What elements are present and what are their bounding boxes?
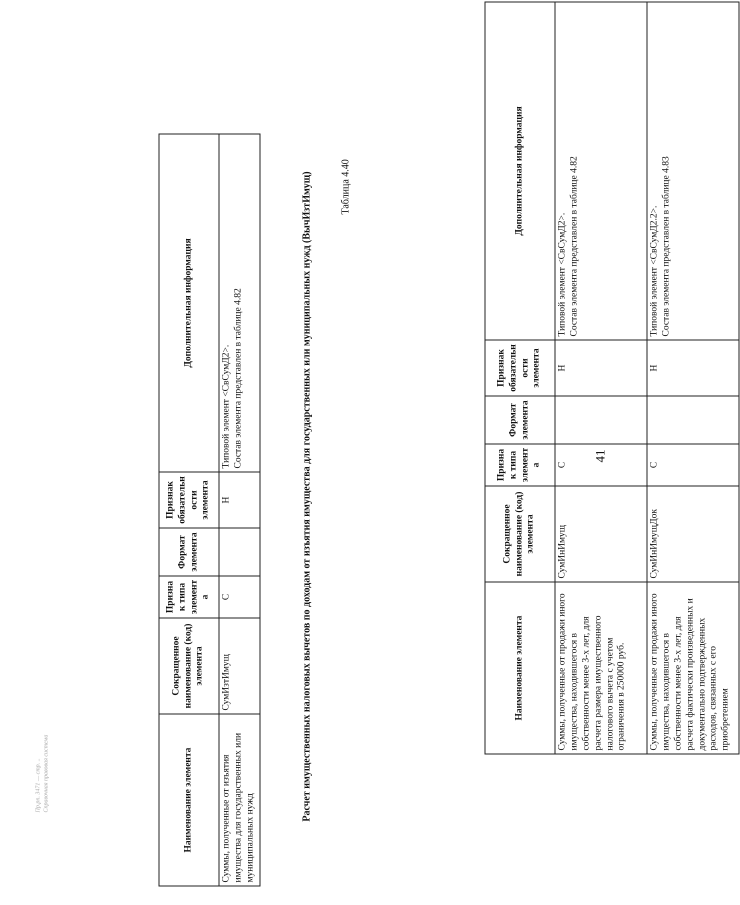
stamp-line1: Пр.рп. 3471 — стр. .. — [35, 758, 42, 813]
table-label: Таблица 4.40 — [340, 159, 352, 215]
row-info-line1: Типовой элемент <СвСумД2>. — [557, 212, 568, 337]
row-info-line2: Состав элемента представлен в таблице 4.82 — [233, 288, 244, 469]
row-name: Суммы, полученные от продажи иного имущества, находившегося в собственности менее 3-х лет, для расчета размера имущественного налогового вычета с учетом ограничения в 250000 руб. — [555, 582, 647, 754]
header-required: Признак обязательности элемента — [485, 340, 555, 396]
header-code: Сокращенное наименование (код) элемента — [159, 618, 219, 714]
row-required: Н — [555, 340, 647, 396]
header-info: Дополнительная информация — [485, 2, 555, 340]
row-type: С — [647, 444, 739, 486]
table-row — [555, 2, 647, 754]
row-format — [647, 396, 739, 444]
row-code: СумИнИмущДок — [647, 486, 739, 582]
header-name: Наименование элемента — [485, 582, 555, 754]
row-name: Суммы, полученные от изъятия имущества для государственных или муниципальных нужд — [219, 714, 260, 886]
row-info-line2: Состав элемента представлен в таблице 4.83 — [661, 156, 672, 337]
row-info-line2: Состав элемента представлен в таблице 4.82 — [569, 156, 580, 337]
row-required: Н — [647, 340, 739, 396]
row-required: Н — [219, 472, 260, 528]
row-type: С — [555, 444, 647, 486]
row-type: С — [219, 576, 260, 618]
row-name: Суммы, полученные от продажи иного имущества, находившегося в собственности менее 3-х лет, для расчета фактически произведенных и документально подтвержденных расходов, связанных с его приобретением — [647, 582, 739, 754]
watermark-stamp — [36, 723, 52, 813]
table-caption: Расчет имущественных налоговых вычетов по доходам от изъятия имущества для государственных или муниципальных нужд (ВычИзтИмущ) — [301, 171, 313, 822]
rotated-page — [1, 0, 731, 905]
header-format: Формат элемента — [485, 396, 555, 444]
table-header-row — [159, 134, 219, 886]
row-info — [219, 134, 260, 472]
table-top — [485, 2, 740, 755]
row-code: СумИзтИмущ — [219, 618, 260, 714]
table-row — [647, 2, 739, 754]
stamp-line2: Справочная правовая система — [43, 734, 50, 813]
row-format — [219, 528, 260, 576]
header-format: Формат элемента — [159, 528, 219, 576]
table-row — [219, 134, 260, 886]
table-header-row — [485, 2, 555, 754]
header-info: Дополнительная информация — [159, 134, 219, 472]
page-number: 41 — [592, 449, 608, 463]
row-info-line1: Типовой элемент <СвСумД2>. — [221, 344, 232, 469]
table-bottom — [159, 134, 261, 887]
header-type: Признак типа элемента — [485, 444, 555, 486]
header-required: Признак обязательности элемента — [159, 472, 219, 528]
header-code: Сокращенное наименование (код) элемента — [485, 486, 555, 582]
row-info — [555, 2, 647, 340]
row-info — [647, 2, 739, 340]
row-code: СумИнИмущ — [555, 486, 647, 582]
row-info-line1: Типовой элемент <СвСумД2.2>. — [649, 205, 660, 337]
row-format — [555, 396, 647, 444]
header-type: Признак типа элемента — [159, 576, 219, 618]
header-name: Наименование элемента — [159, 714, 219, 886]
